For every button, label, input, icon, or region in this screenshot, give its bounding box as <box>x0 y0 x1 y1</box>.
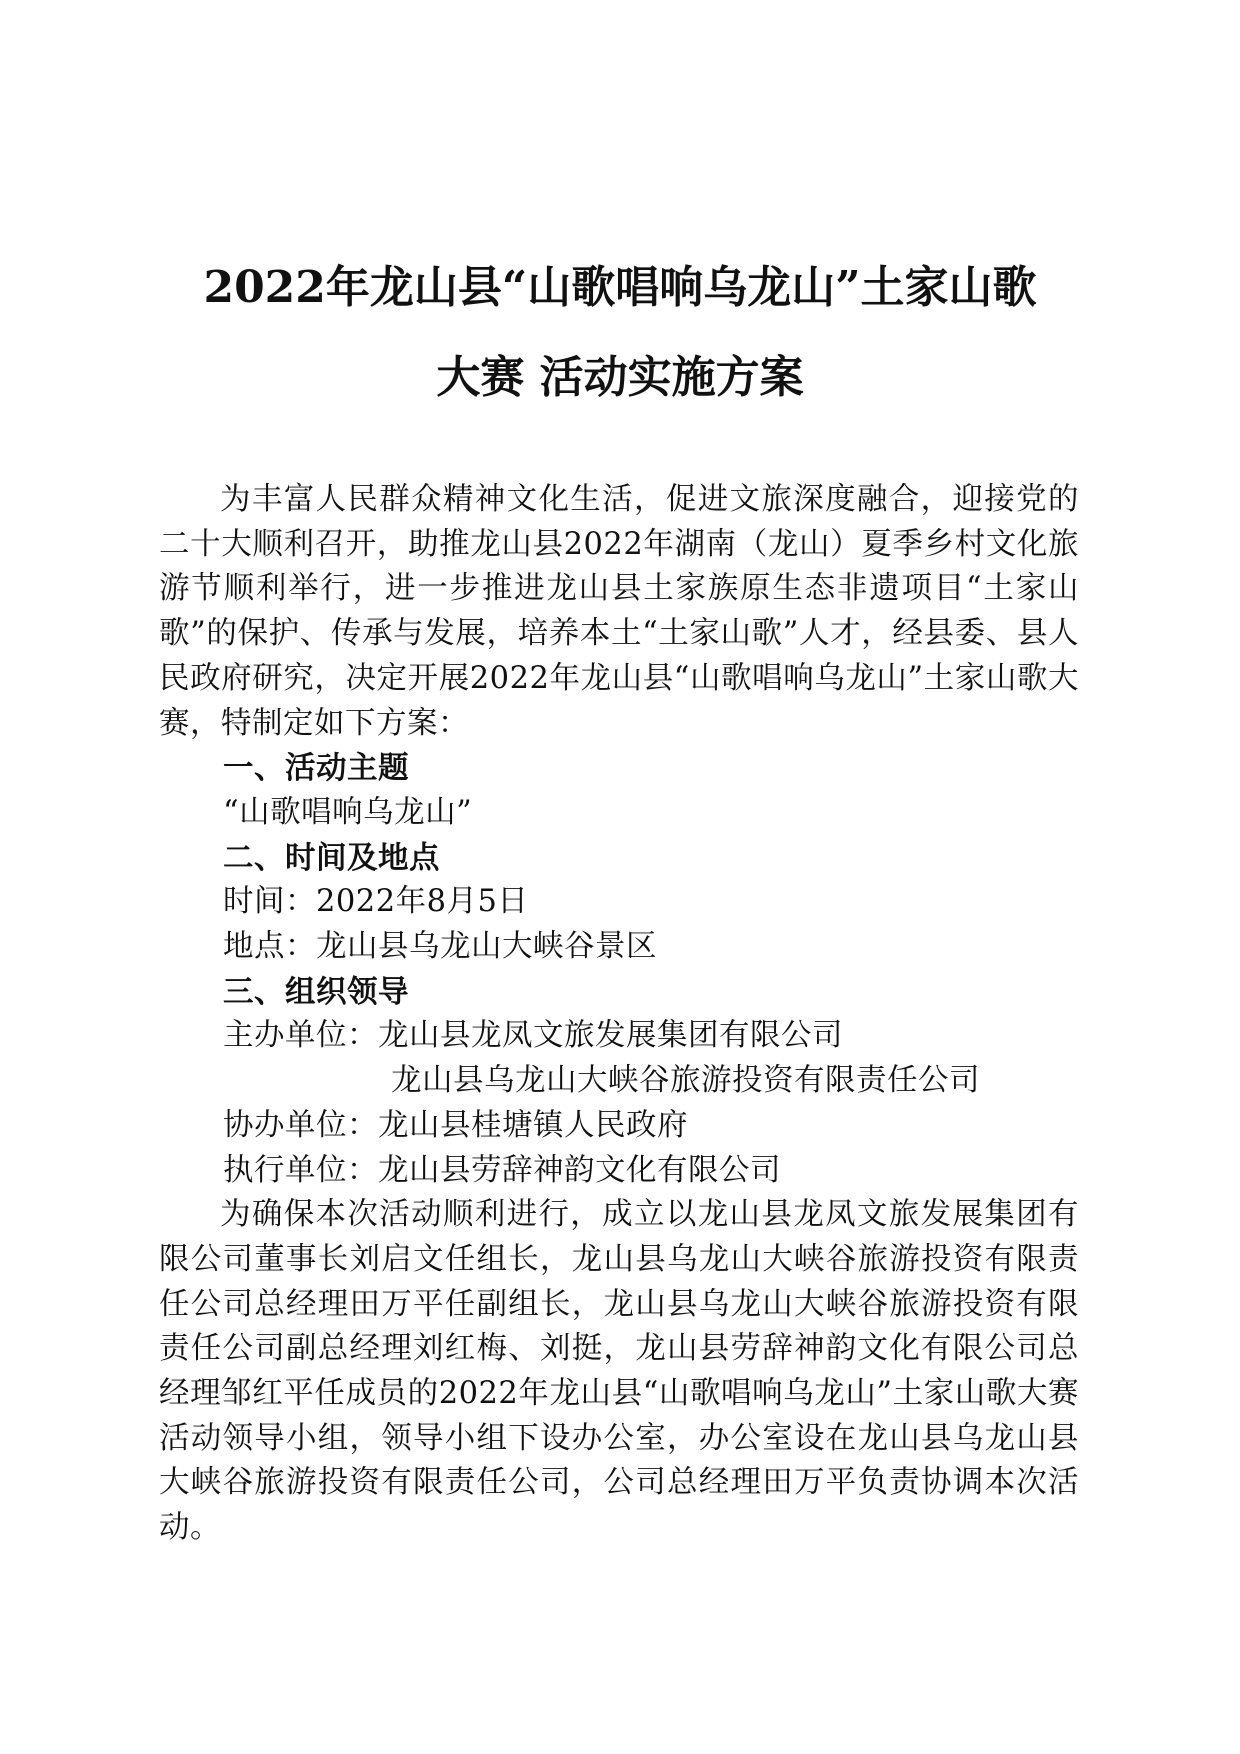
section1-heading: 一、活动主题 <box>223 750 409 787</box>
document-body <box>159 478 1079 1551</box>
section2-heading: 二、时间及地点 <box>223 839 440 876</box>
executor-line: 执行单位：龙山县劳辞神韵文化有限公司 <box>223 1152 781 1188</box>
intro-paragraph: 为丰富人民群众精神文化生活，促进文旅深度融合，迎接党的二十大顺利召开，助推龙山县2022年湖南（龙山）夏季乡村文化旅游节顺利举行，进一步推进龙山县土家族原生态非遗项目“土家山歌”的保护、传承与发展，培养本土“土家山歌”人才，经县委、县人民政府研究，决定开展2022年龙山县“山歌唱响乌龙山”土家山歌大赛，特制定如下方案： <box>159 482 1079 741</box>
host-unit-line1: 主办单位：龙山县龙凤文旅发展集团有限公司 <box>223 1018 843 1054</box>
document-title-line2: 大赛 活动实施方案 <box>436 352 804 403</box>
time-line: 时间：2022年8月5日 <box>223 884 529 920</box>
section3-heading: 三、组织领导 <box>223 973 409 1010</box>
document-title-line1: 2022年龙山县“山歌唱响乌龙山”土家山歌 <box>203 262 1037 313</box>
leadership-paragraph: 为确保本次活动顺利进行，成立以龙山县龙凤文旅发展集团有限公司董事长刘启文任组长，龙山县乌龙山大峡谷旅游投资有限责任公司总经理田万平任副组长，龙山县乌龙山大峡谷旅游投资有限责任公司副总经理刘红梅、刘挺，龙山县劳辞神韵文化有限公司总经理邹红平任成员的2022年龙山县“山歌唱响乌龙山”土家山歌大赛活动领导小组，领导小组下设办公室，办公室设在龙山县乌龙山县大峡谷旅游投资有限责任公司，公司总经理田万平负责协调本次活动。 <box>159 1197 1079 1546</box>
section1-theme: “山歌唱响乌龙山” <box>223 794 473 830</box>
co-organizer-line: 协办单位：龙山县桂塘镇人民政府 <box>223 1107 688 1143</box>
place-line: 地点：龙山县乌龙山大峡谷景区 <box>223 929 657 965</box>
host-unit-line2: 龙山县乌龙山大峡谷旅游投资有限责任公司 <box>391 1063 980 1099</box>
